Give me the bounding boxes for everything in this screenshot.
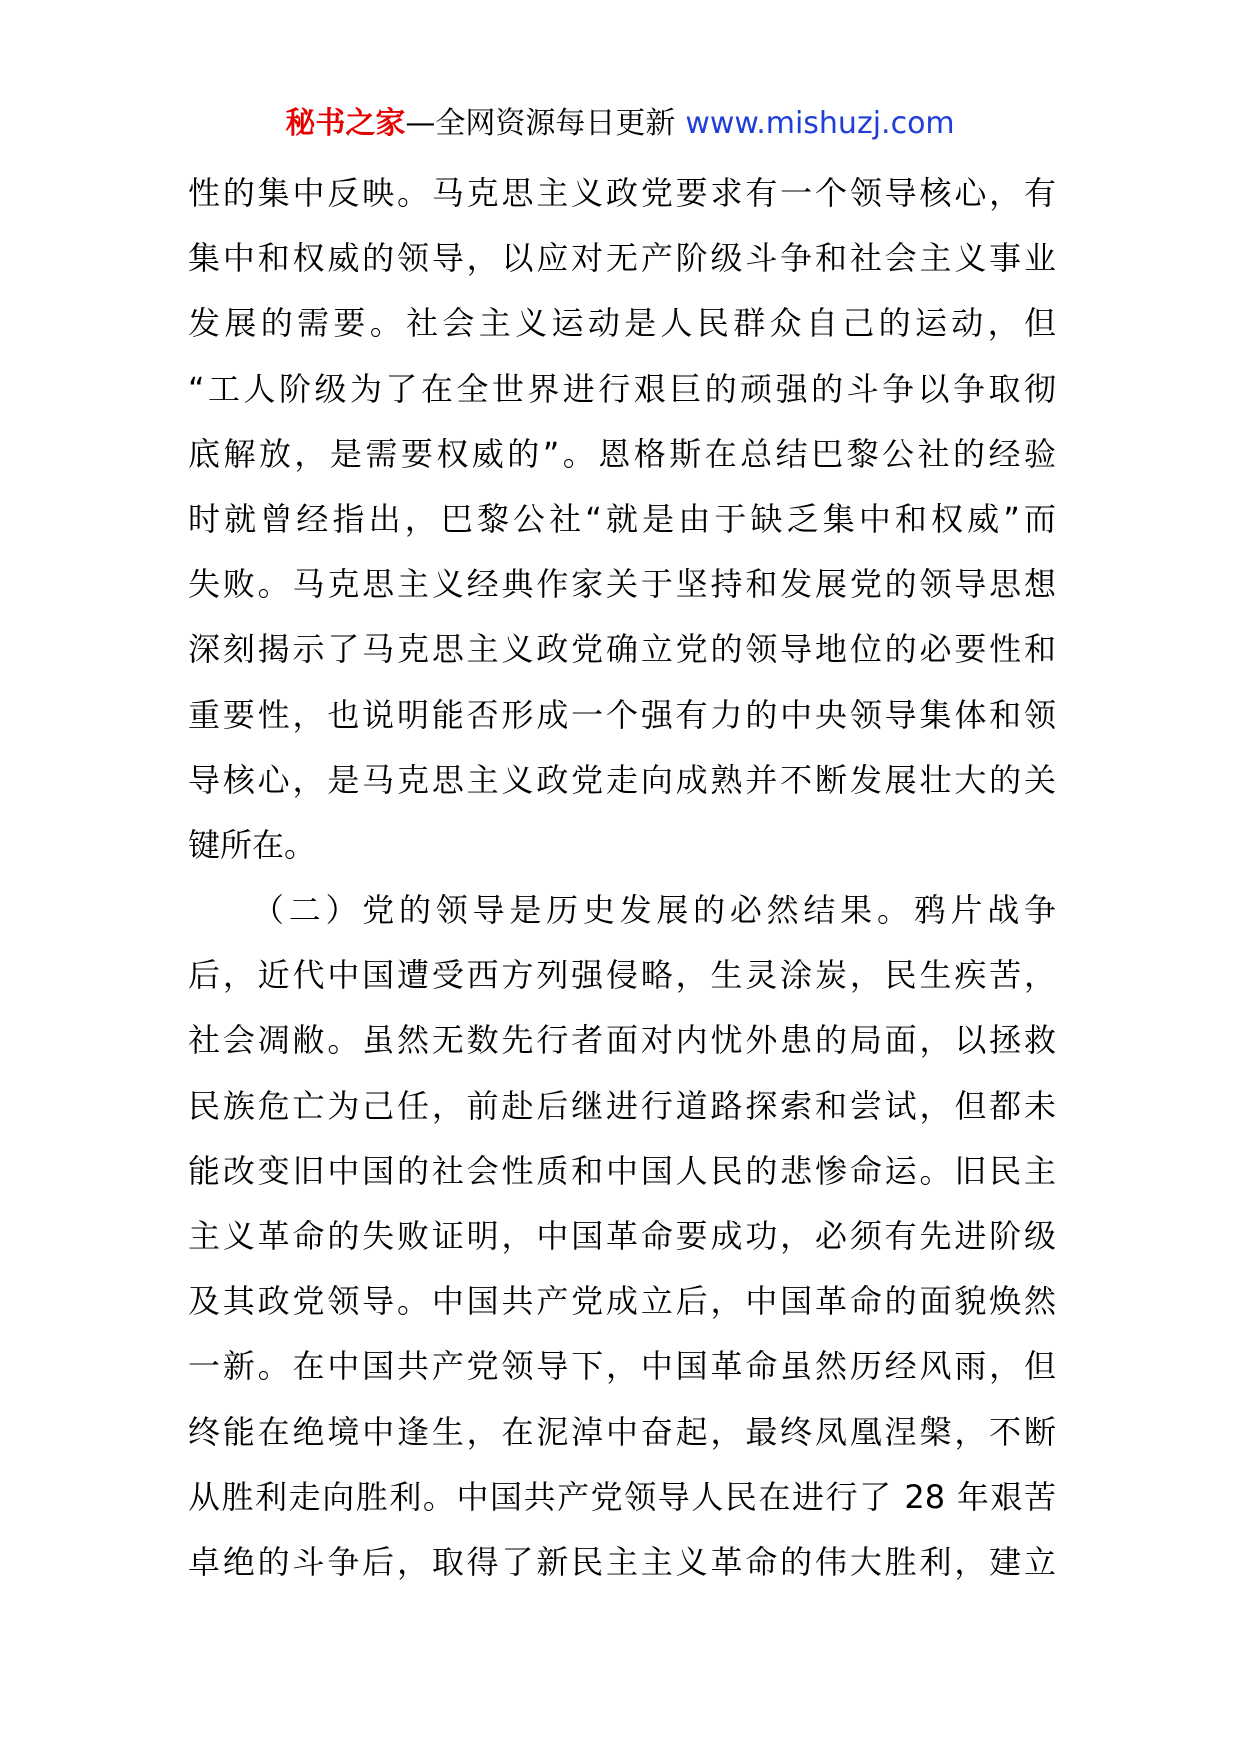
text-line: 一新。在中国共产党领导下，中国革命虽然历经风雨，但: [188, 1347, 1056, 1386]
text-line: 时就曾经指出，巴黎公社“就是由于缺乏集中和权威”而: [188, 499, 1056, 538]
header-slogan: —全网资源每日更新: [405, 106, 676, 141]
text-line: 及其政党领导。中国共产党成立后，中国革命的面貌焕然: [188, 1282, 1056, 1321]
site-header: [0, 101, 1240, 147]
text-line: 键所在。: [188, 825, 317, 864]
text-line: 后，近代中国遭受西方列强侵略，生灵涂炭，民生疾苦，: [188, 956, 1056, 995]
text-line: 主义革命的失败证明，中国革命要成功，必须有先进阶级: [188, 1217, 1056, 1255]
paragraph-2: [188, 878, 1056, 1595]
document-body: [188, 161, 1056, 1595]
text-line: 卓绝的斗争后，取得了新民主主义革命的伟大胜利，建立: [188, 1542, 1056, 1581]
text-line: 重要性，也说明能否形成一个强有力的中央领导集体和领: [188, 695, 1056, 734]
text-line: 从胜利走向胜利。中国共产党领导人民在进行了 28 年艰苦: [188, 1477, 1056, 1516]
text-line: 失败。马克思主义经典作家关于坚持和发展党的领导思想: [188, 565, 1056, 604]
text-line: 能改变旧中国的社会性质和中国人民的悲惨命运。旧民主: [188, 1151, 1056, 1190]
text-line: 深刻揭示了马克思主义政党确立党的领导地位的必要性和: [188, 630, 1056, 669]
brand-name: 秘书之家: [285, 106, 406, 141]
text-line: 集中和权威的领导，以应对无产阶级斗争和社会主义事业: [188, 239, 1056, 278]
text-line: “工人阶级为了在全世界进行艰巨的顽强的斗争以争取彻: [188, 369, 1056, 408]
text-line: 民族危亡为己任，前赴后继进行道路探索和尝试，但都未: [188, 1086, 1056, 1125]
paragraph-1: [188, 161, 1056, 878]
text-line: （二）党的领导是历史发展的必然结果。鸦片战争: [252, 891, 1056, 930]
text-line: 底解放，是需要权威的”。恩格斯在总结巴黎公社的经验: [188, 434, 1056, 473]
text-line: 社会凋敝。虽然无数先行者面对内忧外患的局面，以拯救: [188, 1021, 1056, 1060]
text-line: 导核心，是马克思主义政党走向成熟并不断发展壮大的关: [188, 760, 1056, 799]
text-line: 发展的需要。社会主义运动是人民群众自己的运动，但: [188, 304, 1056, 343]
site-url-link[interactable]: www.mishuzj.com: [685, 106, 955, 141]
text-line: 性的集中反映。马克思主义政党要求有一个领导核心，有: [188, 174, 1056, 212]
text-line: 终能在绝境中逢生，在泥淖中奋起，最终凤凰涅槃，不断: [188, 1412, 1056, 1451]
